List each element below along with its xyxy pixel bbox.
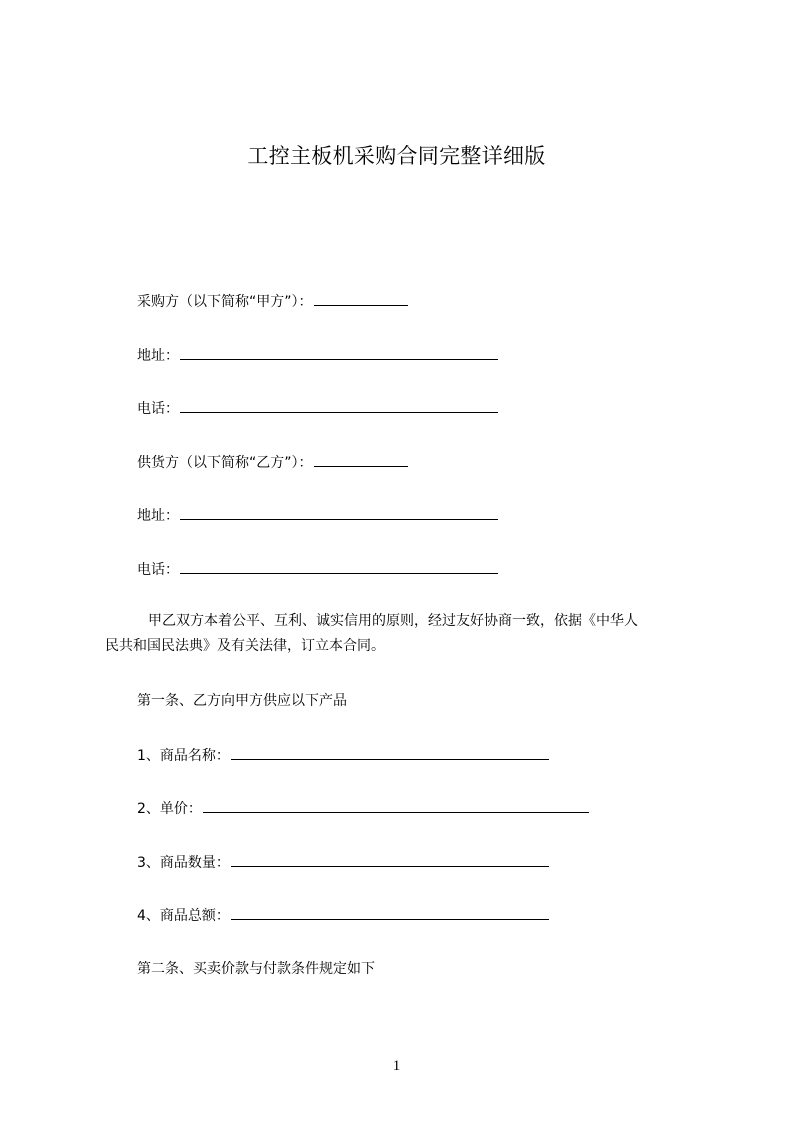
supplier-label: 供货方（以下简称“乙方”）： xyxy=(137,455,313,471)
page-number: 1 xyxy=(392,1058,401,1074)
supplier-address-blank xyxy=(180,505,498,520)
item4-line xyxy=(137,905,549,926)
item3-blank xyxy=(231,852,549,867)
document-title: 工控主板机采购合同完整详细版 xyxy=(247,144,546,168)
article2-heading: 第二条、买卖价款与付款条件规定如下 xyxy=(137,961,375,977)
supplier-address-label: 地址： xyxy=(137,508,179,524)
preamble-line-1: 甲乙双方本着公平、互利、诚实信用的原则，经过友好协商一致，依据《中华人 xyxy=(148,613,638,629)
buyer-phone-line xyxy=(137,398,498,419)
buyer-address-label: 地址： xyxy=(137,348,179,364)
buyer-phone-label: 电话： xyxy=(137,401,179,417)
article1-heading: 第一条、乙方向甲方供应以下产品 xyxy=(137,693,347,709)
buyer-address-blank xyxy=(180,345,498,360)
supplier-address-line xyxy=(137,505,498,526)
item1-label: 1、商品名称： xyxy=(137,748,230,764)
buyer-phone-blank xyxy=(180,398,498,413)
item3-label: 3、商品数量： xyxy=(137,855,230,871)
item2-label: 2、单价： xyxy=(137,801,202,817)
buyer-blank xyxy=(314,291,408,306)
buyer-address-line xyxy=(137,345,498,366)
buyer-line xyxy=(137,291,408,312)
item1-line xyxy=(137,745,549,766)
supplier-phone-blank xyxy=(180,559,498,574)
preamble-line-2: 民共和国民法典》及有关法律，订立本合同。 xyxy=(105,638,385,654)
item3-line xyxy=(137,852,549,873)
supplier-line xyxy=(137,452,408,473)
supplier-phone-label: 电话： xyxy=(137,562,179,578)
supplier-blank xyxy=(314,452,408,467)
item2-line xyxy=(137,798,589,819)
item4-label: 4、商品总额： xyxy=(137,908,230,924)
buyer-label: 采购方（以下简称“甲方”）： xyxy=(137,294,313,310)
item1-blank xyxy=(231,745,549,760)
supplier-phone-line xyxy=(137,559,498,580)
item4-blank xyxy=(231,905,549,920)
preamble-paragraph xyxy=(105,609,702,659)
item2-blank xyxy=(203,798,589,813)
